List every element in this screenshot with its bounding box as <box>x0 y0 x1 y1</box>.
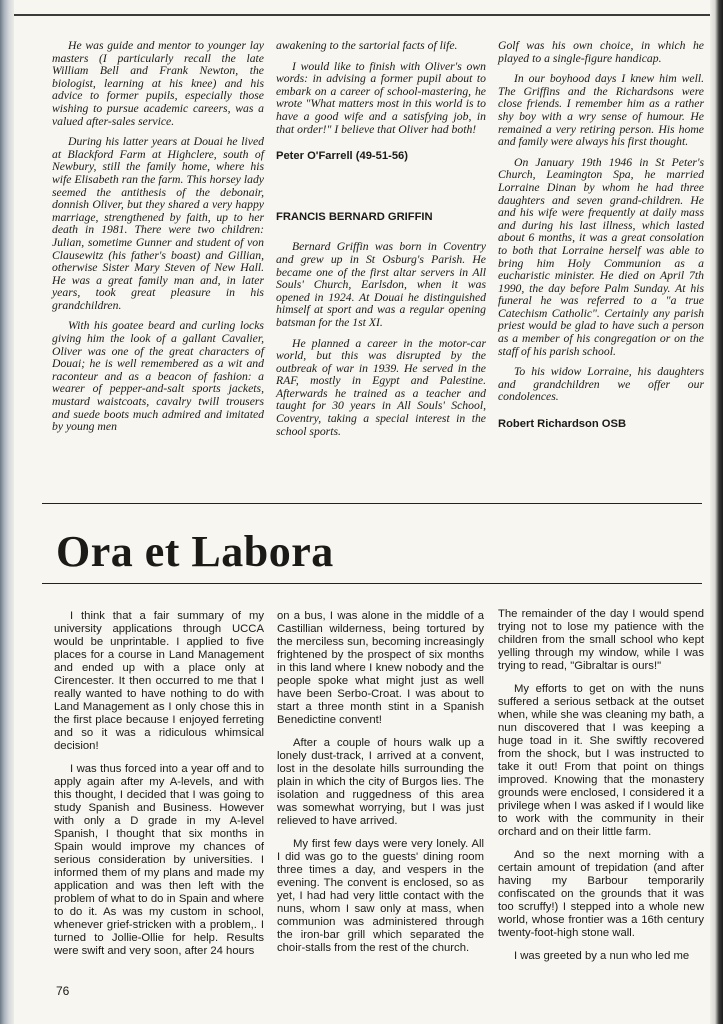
obituary-paragraph: awakening to the sartorial facts of life. <box>276 39 458 52</box>
section-divider-top <box>42 503 702 504</box>
article-title: Ora et Labora <box>56 527 334 576</box>
obituary-paragraph: Bernard Griffin was born in Coventry and grew up in St Osburg's Parish. He became one of the first altar servers in All Souls' Church, Earlsdon, when it was opened in 1924. At Douai he distinguished himself at sport and was a regular opening batsman for the 1st XI. <box>276 240 486 329</box>
page-number: 76 <box>56 984 70 998</box>
obituary-paragraph: In our boyhood days I knew him well. The Griffins and the Richardsons were close friends. I remember him as a rather shy boy with a wry sense of humour. He remained a very retiring person. His home and family were always his first thought. <box>498 72 704 149</box>
obituary-column-1 <box>52 40 264 442</box>
article-paragraph: I was thus forced into a year off and to apply again after my A-levels, and with this thought, I decided that I was going to study Spanish and Business. However with only a D grade in my A-level Spanish, I thought that six months in Spain would improve my chances of serious consideration by universities. I informed them of my plans and made my application and was then left with the problem of what to do in Spain and where to do it. As was my custom in school, whenever grief-stricken with a problem,. I turned to Jollie-Ollie for help. Results were swift and very soon, after 24 hours <box>54 763 264 957</box>
article-paragraph: The remainder of the day I would spend trying not to lose my patience with the children from the small school who kept yelling through my window, while I was trying to read, "Gibraltar is ours!" <box>498 608 704 672</box>
article-paragraph: After a couple of hours walk up a lonely dust-track, I arrived at a convent, lost in the desolate hills surrounding the plain in which the city of Burgos lies. The isolation and ruggedness of this area was somewhat worrying, but I was just relieved to have arrived. <box>277 737 484 827</box>
obituary-paragraph: During his latter years at Douai he lived at Blackford Farm at Highclere, south of Newbury, still the family home, where his wife Elisabeth ran the farm. This horsey lady seemed the antithesis of the debonair, donnish Oliver, but they shared a very happy marriage, strengthened by faith, up to her death in 1981. There were two children: Julian, sometime Gunner and student of von Clausewitz (his father's boast) and Gillian, otherwise Sister Mary Steven of New Hall. He was a great family man and, in later years, took great pleasure in his grandchildren. <box>52 135 264 312</box>
obituary-paragraph: I would like to finish with Oliver's own words: in advising a former pupil about to embark on a career of school-mastering, he wrote "What matters most in this world is to have a good wife and a satisfying job, in that order!" I believe that Oliver had both! <box>276 59 486 136</box>
article-column-2 <box>277 610 484 965</box>
obituary-paragraph: With his goatee beard and curling locks giving him the look of a gallant Cavalier, Oliver was one of the great characters of Douai; he is well remembered as a wit and raconteur and as a beacon of fashion: a wearer of pepper-and-salt sports jackets, mustard waistcoats, cavalry twill trousers and suede boots much admired and imitated by young men <box>52 319 264 434</box>
article-paragraph: I think that a fair summary of my university applications through UCCA would be unprintable. I applied to five places for a course in Land Management and ended up with a place only at Cirencester. It then occurred to me that I really wanted to have nothing to do with Land Management as I only chose this in the first place because I enjoyed ferreting and so it was a ridiculous whimsical decision! <box>54 610 264 752</box>
obituary-paragraph: To his widow Lorraine, his daughters and grandchildren we offer our condolences. <box>498 365 704 404</box>
article-paragraph: My first few days were very lonely. All I did was go to the guests' dining room three times a day, and vespers in the evening. The convent is enclosed, so as yet, I had had very little contact with the nuns, whom I saw only at mass, when communion was administered through the iron-bar grill which separated the choir-stalls from the rest of the church. <box>277 838 484 954</box>
obituary-heading: FRANCIS BERNARD GRIFFIN <box>276 210 433 223</box>
obituary-paragraph: He planned a career in the motor-car world, but this was disrupted by the outbreak of war in 1939. He served in the RAF, mostly in Egypt and Palestine. Afterwards he trained as a teacher and taught for 30 years in All Souls' School, Coventry, taking a special interest in the school sports. <box>276 336 486 438</box>
obituary-column-3 <box>498 40 704 439</box>
book-binding <box>0 0 14 1024</box>
article-paragraph: I was greeted by a nun who led me <box>514 950 690 962</box>
article-column-1 <box>54 610 264 968</box>
page-edge <box>710 0 723 1024</box>
top-border-line <box>14 14 714 16</box>
section-divider-bottom <box>42 583 702 584</box>
obituary-signature: Peter O'Farrell (49-51-56) <box>276 150 408 163</box>
obituary-paragraph: He was guide and mentor to younger lay masters (I particularly recall the late William Bell and Frank Newton, the biologist, learning at his knee) and his advice to former pupils, especially those wishing to pursue academic careers, was a valued after-sales service. <box>52 39 264 128</box>
obituary-paragraph: On January 19th 1946 in St Peter's Church, Leamington Spa, he married Lorraine Dinan by whom he had three daughters and seven grand-children. He and his wife were frequently at daily mass and during his last illness, which lasted about 6 months, it was a great consolation to both that Lorraine herself was able to bring him Holy Communion as a eucharistic minister. He died on April 7th 1990, the day before Palm Sunday. At his funeral he was referred to a "a true Catechism Catholic". Certainly any parish priest would be glad to have such a person as a member of his congregation or on the staff of his parish school. <box>498 155 704 358</box>
article-paragraph: My efforts to get on with the nuns suffered a serious setback at the outset when, while she was cleaning my bath, a nun discovered that I was keeping a huge toad in it. She swiftly recovered from the shock, but I was instructed to take it out! From that point on things improved. Knowing that the monastery grounds were enclosed, I considered it a privilege when I was asked if I would like to work with the community in their orchard and on their little farm. <box>498 683 704 838</box>
article-paragraph: on a bus, I was alone in the middle of a Castillian wilderness, being tortured by the merciless sun, becoming increasingly frightened by the prospect of six months in this land where I knew nobody and the people spoke what might just as well have been Serbo-Croat. I was about to start a three month stint in a Spanish Benedictine convent! <box>277 610 484 726</box>
article-paragraph: And so the next morning with a certain amount of trepidation (and after having my Barbour temporarily confiscated on the grounds that it was too scruffy!) I stepped into a whole new world, whose frontier was a 16th century twenty-foot-high stone wall. <box>498 849 704 939</box>
article-column-3 <box>498 608 704 973</box>
obituary-signature: Robert Richardson OSB <box>498 418 627 431</box>
obituary-paragraph: Golf was his own choice, in which he played to a single-figure handicap. <box>498 39 704 65</box>
obituary-column-2 <box>276 40 486 446</box>
